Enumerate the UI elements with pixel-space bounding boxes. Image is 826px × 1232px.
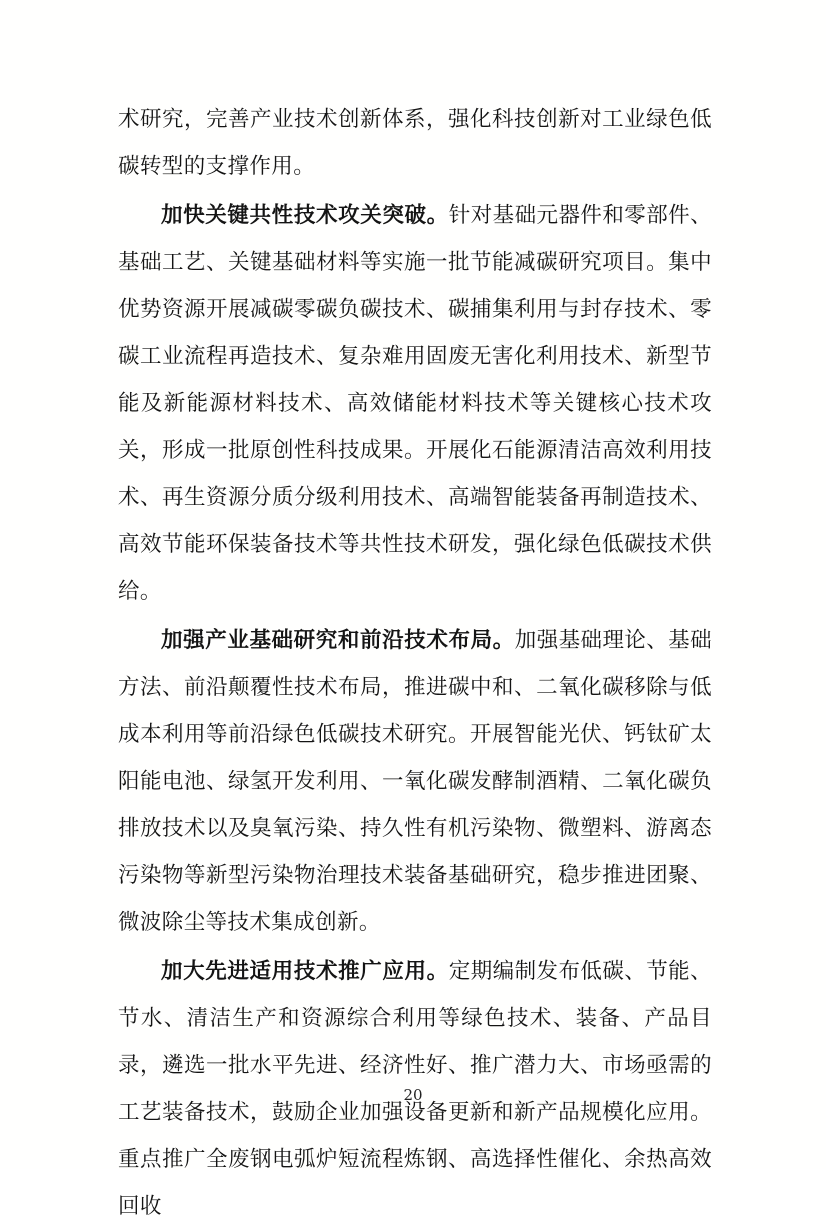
paragraph-text: 术研究，完善产业技术创新体系，强化科技创新对工业绿色低碳转型的支撑作用。: [118, 107, 712, 179]
paragraph-key-technology-breakthrough: [118, 192, 712, 615]
page-number: 20: [403, 1086, 423, 1104]
paragraph-lead-in: 加快关键共性技术攻关突破。: [161, 203, 449, 228]
paragraph-industrial-basic-research: [118, 617, 712, 946]
page-body: [118, 96, 712, 1232]
paragraph-text: 加强基础理论、基础方法、前沿颠覆性技术布局，推进碳中和、二氧化碳移除与低成本利用等前沿绿色低碳技术研究。开展智能光伏、钙钛矿太阳能电池、绿氢开发利用、一氧化碳发酵制酒精、二氧化碳负排放技术以及臭氧污染、持久性有机污染物、微塑料、游离态污染物等新型污染物治理技术装备基础研究，稳步推进团聚、微波除尘等技术集成创新。: [118, 628, 712, 935]
paragraph-continuation: [118, 96, 712, 190]
paragraph-text: 定期编制发布低碳、节能、节水、清洁生产和资源综合利用等绿色技术、装备、产品目录，遴选一批水平先进、经济性好、推广潜力大、市场亟需的工艺装备技术，鼓励企业加强设备更新和新产品规模化应用。重点推广全废钢电弧炉短流程炼钢、高选择性催化、余热高效回收: [118, 959, 712, 1219]
paragraph-lead-in: 加大先进适用技术推广应用。: [161, 959, 449, 984]
paragraph-text: 针对基础元器件和零部件、基础工艺、关键基础材料等实施一批节能减碳研究项目。集中优势资源开展减碳零碳负碳技术、碳捕集利用与封存技术、零碳工业流程再造技术、复杂难用固废无害化利用技术、新型节能及新能源材料技术、高效储能材料技术等关键核心技术攻关，形成一批原创性科技成果。开展化石能源清洁高效利用技术、再生资源分质分级利用技术、高端智能装备再制造技术、高效节能环保装备技术等共性技术研发，强化绿色低碳技术供给。: [118, 203, 712, 604]
paragraph-lead-in: 加强产业基础研究和前沿技术布局。: [161, 628, 515, 653]
